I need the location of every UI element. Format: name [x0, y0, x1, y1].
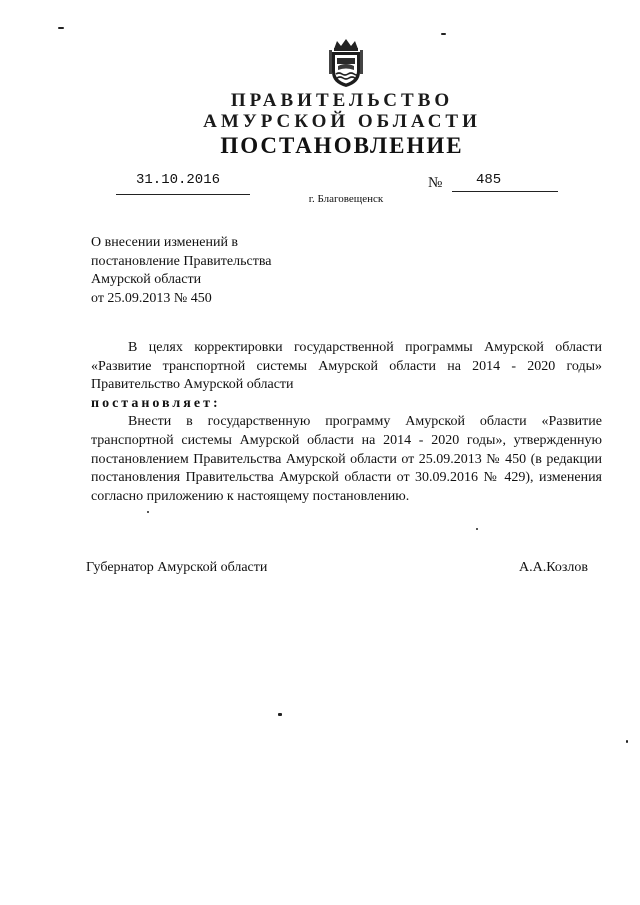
- document-date: 31.10.2016: [136, 172, 221, 188]
- scan-speck: [147, 511, 149, 513]
- date-field: [116, 172, 250, 195]
- scan-speck: [58, 27, 64, 29]
- document-subject: [91, 234, 331, 308]
- organization-name-line1: ПРАВИТЕЛЬСТВО: [230, 90, 454, 111]
- resolution-paragraph: Внести в государственную программу Амурской области «Развитие транспортной системы Амурской области на 2014 - 2020 годы», утвержденную постановлением Правительства Амурской области от 25.09.2013 № 450 (в редакции постановления Правительства Амурской области от 30.09.2016 № 429), изменения согласно приложению к настоящему постановлению.: [91, 414, 602, 504]
- organization-name-line2: АМУРСКОЙ ОБЛАСТИ: [203, 111, 481, 132]
- signatory-name: А.А.Козлов: [519, 560, 588, 575]
- document-body: [91, 339, 602, 506]
- scan-speck: [278, 713, 282, 716]
- subject-line: от 25.09.2013 № 450: [91, 290, 212, 306]
- subject-line: О внесении изменений в: [91, 235, 239, 250]
- document-type-title: ПОСТАНОВЛЕНИЕ: [220, 133, 464, 158]
- subject-line: Амурской области: [91, 272, 202, 287]
- number-sign: №: [428, 175, 443, 191]
- signatory-title: Губернатор Амурской области: [86, 560, 268, 575]
- scan-speck: [476, 528, 478, 530]
- preamble-paragraph: В целях корректировки государственной программы Амурской области «Развитие транспортной системы Амурской области на 2014 - 2020 годы» Правительство Амурской области: [91, 340, 602, 393]
- number-field: [452, 172, 558, 192]
- document-number: 485: [476, 172, 502, 188]
- coat-of-arms-icon: [327, 36, 365, 88]
- scan-speck: [626, 740, 628, 743]
- subject-line: постановление Правительства: [91, 253, 272, 269]
- decree-word: постановляет:: [91, 395, 221, 411]
- city-label: г. Благовещенск: [308, 193, 384, 205]
- scan-speck: [441, 33, 446, 35]
